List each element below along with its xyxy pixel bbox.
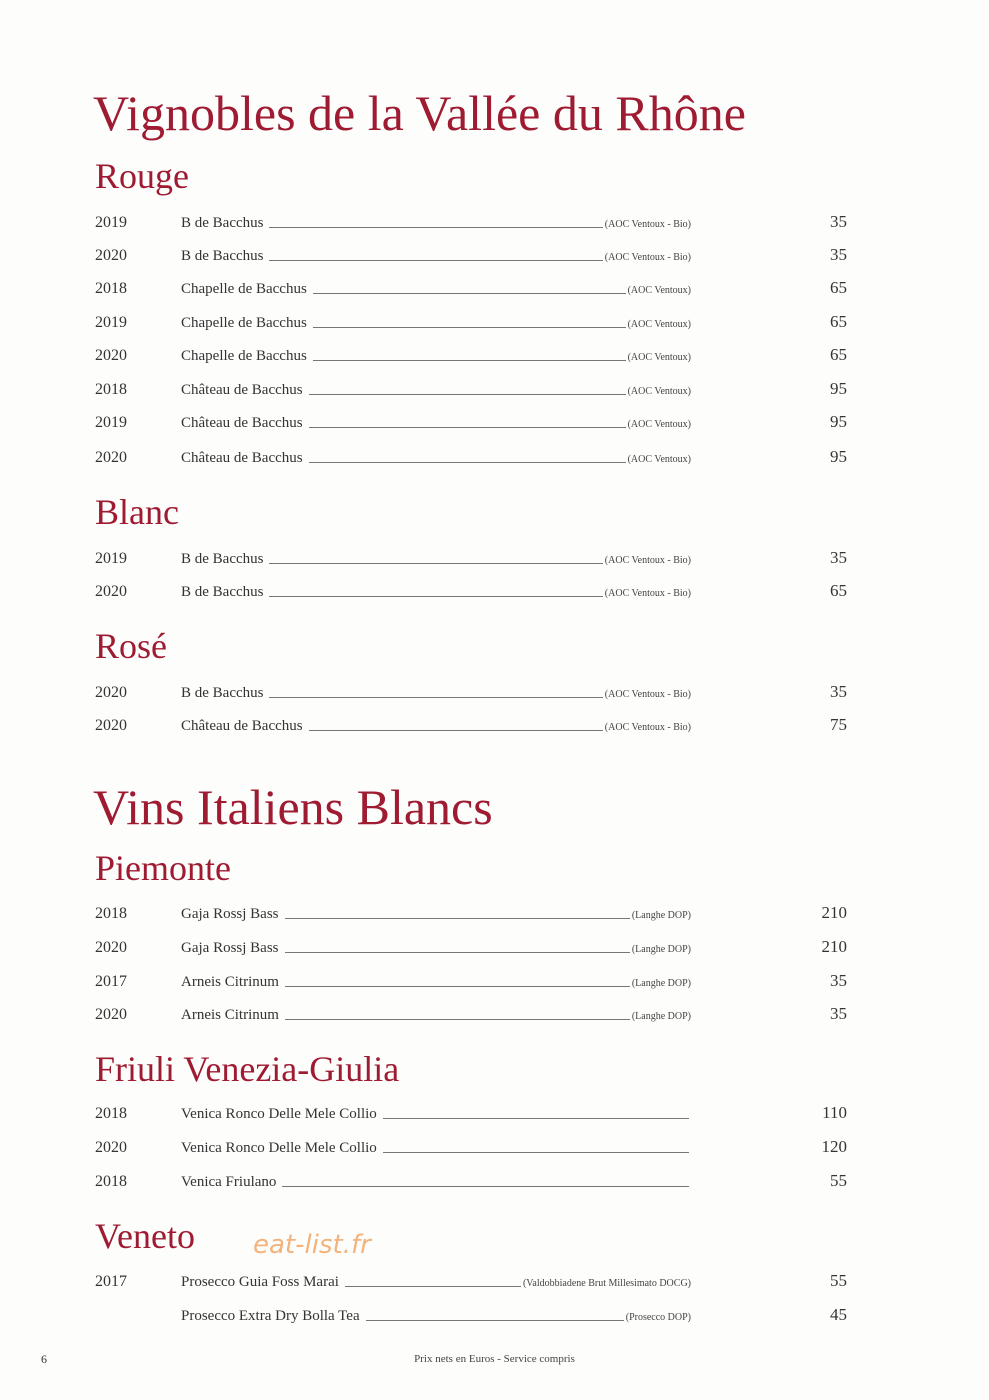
wine-row: [95, 1305, 847, 1325]
group-title-rose: Rosé: [95, 626, 167, 666]
wine-year: 2018: [95, 381, 127, 398]
dotted-leader: [309, 730, 603, 731]
wine-row: [95, 312, 847, 332]
wine-name: Arneis Citrinum: [181, 1007, 279, 1023]
wine-row: [95, 903, 847, 923]
dotted-leader: [282, 1186, 689, 1187]
wine-year: 2019: [95, 214, 127, 231]
page-number: 6: [41, 1352, 47, 1366]
wine-price: 210: [821, 937, 847, 956]
dotted-leader: [383, 1152, 689, 1153]
wine-name: Venica Friulano: [181, 1174, 277, 1190]
wine-name: Venica Ronco Delle Mele Collio: [181, 1106, 377, 1122]
wine-appellation: (AOC Ventoux - Bio): [604, 555, 691, 566]
wine-appellation: (AOC Ventoux - Bio): [604, 252, 691, 263]
wine-name: Gaja Rossj Bass: [181, 906, 279, 922]
wine-price: 210: [821, 903, 847, 922]
wine-appellation: (AOC Ventoux - Bio): [604, 219, 691, 230]
wine-appellation: (Langhe DOP): [631, 978, 691, 989]
wine-row: [95, 682, 847, 702]
wine-year: 2020: [95, 247, 127, 264]
wine-row: [95, 278, 847, 298]
group-title-blanc: Blanc: [95, 492, 179, 532]
wine-name: Chapelle de Bacchus: [181, 281, 307, 297]
wine-year: 2018: [95, 905, 127, 922]
wine-row: [95, 715, 847, 735]
wine-price: 65: [830, 345, 847, 364]
wine-row: [95, 1004, 847, 1024]
wine-row: [95, 548, 847, 568]
wine-appellation: (AOC Ventoux): [627, 319, 691, 330]
group-title-piemonte: Piemonte: [95, 848, 231, 888]
wine-appellation: (Langhe DOP): [631, 910, 691, 921]
footer-note: Prix nets en Euros - Service compris: [414, 1353, 575, 1365]
wine-appellation: (Prosecco DOP): [625, 1312, 691, 1323]
dotted-leader: [309, 394, 626, 395]
wine-appellation: (AOC Ventoux): [627, 285, 691, 296]
wine-row: [95, 345, 847, 365]
wine-price: 35: [830, 245, 847, 264]
wine-price: 35: [830, 1004, 847, 1023]
wine-row: [95, 971, 847, 991]
wine-name: Château de Bacchus: [181, 450, 303, 466]
wine-row: [95, 1137, 847, 1157]
wine-row: [95, 937, 847, 957]
wine-name: Château de Bacchus: [181, 415, 303, 431]
wine-price: 35: [830, 212, 847, 231]
wine-name: Prosecco Guia Foss Marai: [181, 1274, 339, 1290]
wine-appellation: (AOC Ventoux - Bio): [604, 689, 691, 700]
wine-price: 55: [830, 1271, 847, 1290]
wine-appellation: (AOC Ventoux): [627, 386, 691, 397]
group-title-veneto: Veneto: [95, 1216, 195, 1256]
dotted-leader: [313, 293, 626, 294]
wine-name: B de Bacchus: [181, 215, 264, 231]
wine-price: 45: [830, 1305, 847, 1324]
section-title-rhone: Vignobles de la Vallée du Rhône: [93, 85, 746, 141]
dotted-leader: [269, 227, 602, 228]
wine-price: 35: [830, 971, 847, 990]
wine-row: [95, 212, 847, 232]
dotted-leader: [269, 596, 602, 597]
wine-year: 2017: [95, 973, 127, 990]
wine-row: [95, 1271, 847, 1291]
wine-price: 35: [830, 682, 847, 701]
wine-name: Arneis Citrinum: [181, 974, 279, 990]
dotted-leader: [309, 427, 626, 428]
wine-year: 2020: [95, 347, 127, 364]
group-title-friuli: Friuli Venezia-Giulia: [95, 1049, 400, 1089]
wine-year: 2019: [95, 550, 127, 567]
wine-year: 2018: [95, 1105, 127, 1122]
dotted-leader: [285, 1019, 630, 1020]
wine-year: 2018: [95, 280, 127, 297]
wine-appellation: (AOC Ventoux - Bio): [604, 588, 691, 599]
wine-name: Chapelle de Bacchus: [181, 348, 307, 364]
wine-appellation: (AOC Ventoux): [627, 419, 691, 430]
wine-appellation: (Valdobbiadene Brut Millesimato DOCG): [522, 1278, 691, 1289]
wine-price: 55: [830, 1171, 847, 1190]
wine-price: 35: [830, 548, 847, 567]
dotted-leader: [285, 986, 630, 987]
wine-price: 95: [830, 447, 847, 466]
wine-appellation: (AOC Ventoux - Bio): [604, 722, 691, 733]
wine-price: 110: [822, 1103, 847, 1122]
wine-row: [95, 581, 847, 601]
wine-year: 2020: [95, 939, 127, 956]
wine-name: B de Bacchus: [181, 685, 264, 701]
wine-year: 2017: [95, 1273, 127, 1290]
dotted-leader: [285, 918, 630, 919]
wine-appellation: (AOC Ventoux): [627, 454, 691, 465]
wine-year: 2018: [95, 1173, 127, 1190]
dotted-leader: [366, 1320, 624, 1321]
wine-year: 2020: [95, 684, 127, 701]
watermark: eat-list.fr: [253, 1230, 371, 1260]
wine-row: [95, 1103, 847, 1123]
group-title-rouge: Rouge: [95, 156, 189, 196]
wine-year: 2020: [95, 1006, 127, 1023]
wine-row: [95, 379, 847, 399]
wine-name: Prosecco Extra Dry Bolla Tea: [181, 1308, 360, 1324]
wine-name: Gaja Rossj Bass: [181, 940, 279, 956]
wine-year: 2020: [95, 1139, 127, 1156]
wine-name: B de Bacchus: [181, 584, 264, 600]
wine-appellation: (Langhe DOP): [631, 1011, 691, 1022]
wine-price: 75: [830, 715, 847, 734]
dotted-leader: [269, 697, 602, 698]
dotted-leader: [309, 462, 626, 463]
wine-name: B de Bacchus: [181, 551, 264, 567]
dotted-leader: [313, 327, 626, 328]
wine-name: B de Bacchus: [181, 248, 264, 264]
wine-price: 65: [830, 312, 847, 331]
wine-row: [95, 245, 847, 265]
dotted-leader: [269, 260, 602, 261]
wine-row: [95, 447, 847, 467]
wine-name: Château de Bacchus: [181, 382, 303, 398]
wine-row: [95, 412, 847, 432]
wine-appellation: (Langhe DOP): [631, 944, 691, 955]
wine-name: Chapelle de Bacchus: [181, 315, 307, 331]
wine-year: 2019: [95, 314, 127, 331]
wine-name: Château de Bacchus: [181, 718, 303, 734]
wine-price: 65: [830, 278, 847, 297]
dotted-leader: [345, 1286, 521, 1287]
dotted-leader: [313, 360, 626, 361]
section-title-italiens: Vins Italiens Blancs: [93, 779, 493, 835]
dotted-leader: [383, 1118, 689, 1119]
wine-price: 95: [830, 379, 847, 398]
wine-year: 2019: [95, 414, 127, 431]
wine-name: Venica Ronco Delle Mele Collio: [181, 1140, 377, 1156]
dotted-leader: [285, 952, 630, 953]
wine-price: 95: [830, 412, 847, 431]
wine-row: [95, 1171, 847, 1191]
wine-price: 120: [821, 1137, 847, 1156]
wine-appellation: (AOC Ventoux): [627, 352, 691, 363]
wine-year: 2020: [95, 583, 127, 600]
wine-year: 2020: [95, 717, 127, 734]
wine-year: 2020: [95, 449, 127, 466]
dotted-leader: [269, 563, 602, 564]
wine-price: 65: [830, 581, 847, 600]
